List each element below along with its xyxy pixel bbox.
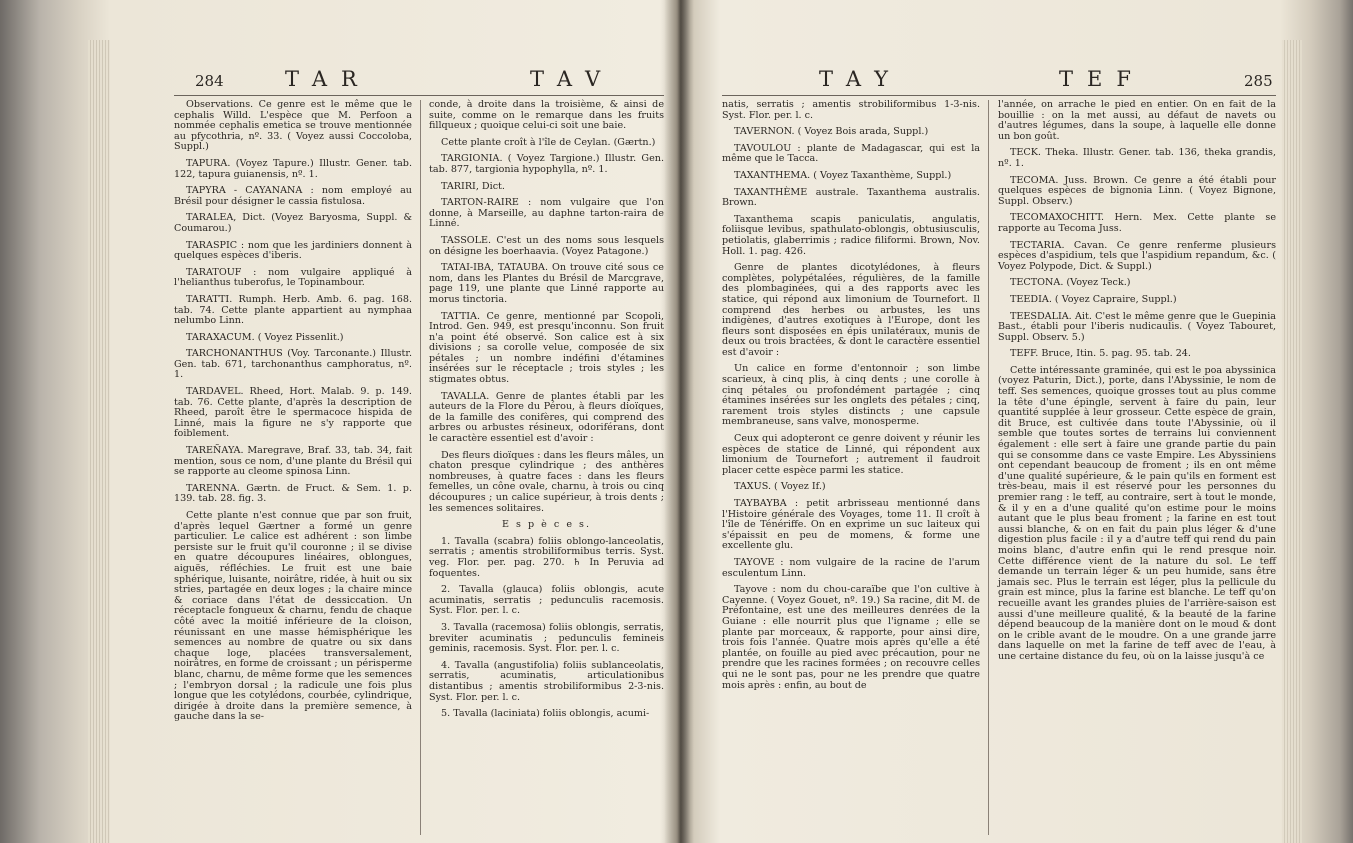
entry-paragraph: TATAI-IBA, TATAUBA. On trouve cité sous ce nom, dans les Plantes du Brésil de Marcgrave, page 119, une plante que Linné rapporte au morus tinctoria. — [429, 262, 664, 305]
left-page-column-2 — [429, 100, 664, 726]
entry-paragraph: TARASPIC : nom que les jardiniers donnent à quelques espèces d'iberis. — [174, 239, 412, 262]
entry-paragraph: 5. Tavalla (laciniata) foliis oblongis, acumi- — [441, 708, 650, 720]
entry-paragraph: Tayove : nom du chou-caraïbe que l'on cultive à Cayenne. ( Voyez Gouet, nº. 19.) Sa racine, dit M. de Préfontaine, est une des meilleures denrées de la Guiane : elle nourrit plus que l'igname ; elle se plante par morceaux, & rapporte, pour ainsi dire, trois fois l'année. Quatre mois après qu'elle a été plantée, on fouille au pied avec précaution, pour ne prendre que les racines formées ; on recouvre celles qui ne le sont pas, pour ne les prendre que quatre mois après : enfin, au bout de — [722, 584, 980, 691]
entry-paragraph: TAREÑAYA. Maregrave, Braf. 33, tab. 34, fait mention, sous ce nom, d'une plante du Brésil qui se rapporte au cleome spinosa Linn. — [174, 445, 412, 478]
entry-paragraph: Des fleurs dioïques : dans les fleurs mâles, un chaton presque cylindrique ; des anthères nombreuses, à quatre faces : dans les fleurs femelles, un cône ovale, charnu, à trois ou cinq découpures ; un calice supérieur, à trois dents ; les semences solitaires. — [429, 449, 664, 514]
entry-paragraph: TAXANTHÈME australe. Taxanthema australis. Brown. — [722, 186, 980, 209]
entry-paragraph: TARALEA, Dict. (Voyez Baryosma, Suppl. & Coumarou.) — [174, 212, 412, 234]
entry-paragraph: Taxanthema scapis paniculatis, angulatis, foliisque levibus, spathulato-oblongis, obtusiusculis, petiolatis, glaberrimis ; radice filiformi. Brown, Nov. Holl. 1. pag. 426. — [722, 213, 980, 257]
entry-paragraph: TARCHONANTHUS (Voy. Tarconante.) Illustr. Gen. tab. 671, tarchonanthus camphoratus, nº. 1. — [174, 348, 412, 381]
entry-paragraph: TAPYRA - CAYANANA : nom employé au Brésil pour désigner le cassia fistulosa. — [174, 185, 412, 207]
entry-paragraph: 1. Tavalla (scabra) foliis oblongo-lanceolatis, serratis ; amentis strobiliformibus terris. Syst. veg. Flor. per. pag. 270. ♄ In Peruvia ad foquentes. — [429, 535, 664, 579]
entry-paragraph: TARGIONIA. ( Voyez Targione.) Illustr. Gen. tab. 877, targionia hypophylla, nº. 1. — [429, 153, 664, 175]
entry-paragraph: E s p è c e s. — [501, 519, 592, 531]
entry-paragraph: TARATTI. Rumph. Herb. Amb. 6. pag. 168. tab. 74. Cette plante appartient au nymphaa nelumbo Linn. — [174, 293, 412, 327]
entry-paragraph: TAVALLA. Genre de plantes établi par les auteurs de la Flore du Pérou, à fleurs dioïques, de la famille des conifères, qui comprend des arbres ou arbustes résineux, odoriférans, dont le caractère essentiel est d'avoir : — [429, 390, 664, 445]
entry-paragraph: Un calice en forme d'entonnoir ; son limbe scarieux, à cinq plis, à cinq dents ; une corolle à cinq pétales ou profondément partagée ; cinq étamines insérées sur les onglets des pétales ; cinq, rarement trois styles distincts ; une capsule membraneuse, sans valve, monosperme. — [722, 363, 980, 428]
left-page — [150, 0, 670, 843]
page-edges-left — [88, 40, 110, 843]
entry-paragraph: TAXANTHEMA. ( Voyez Taxanthème, Suppl.) — [734, 169, 952, 181]
column-divider — [420, 100, 421, 835]
entry-paragraph: TARATOUF : nom vulgaire appliqué à l'helianthus tuberofus, le Topinambour. — [174, 266, 412, 289]
entry-paragraph: Genre de plantes dicotylédones, à fleurs complètes, polypétalées, régulières, de la famille des plombaginées, qui a des rapports avec les statice, qui répond aux limonium de Tournefort. Il comprend des herbes ou arbustes, les uns indigènes, d'autres exotiques à l'Europe, dont les fleurs sont disposées en épis unilatéraux, munis de deux ou trois bractées, & dont le caractère essentiel est d'avoir : — [722, 262, 980, 358]
entry-paragraph: TECTARIA. Cavan. Ce genre renferme plusieurs espèces d'aspidium, tels que l'aspidium repandum, &c. ( Voyez Polypode, Dict. & Suppl.) — [998, 239, 1276, 272]
page-number: 284 — [195, 72, 224, 90]
running-head-left: TAY — [819, 67, 903, 91]
entry-paragraph: TECOMA. Juss. Brown. Ce genre a été établi pour quelques espèces de bignonia Linn. ( Voyez Bignone, Suppl. Observ.) — [998, 174, 1276, 207]
entry-paragraph: TASSOLE. C'est un des noms sous lesquels on désigne les boerhaavia. (Voyez Patagone.) — [429, 234, 664, 257]
entry-paragraph: 2. Tavalla (glauca) foliis oblongis, acute acuminatis, serratis ; pedunculis racemosis. Syst. Flor. per. l. c. — [429, 584, 664, 617]
left-page-header — [150, 64, 670, 94]
entry-paragraph: TECK. Theka. Illustr. Gener. tab. 136, theka grandis, nº. 1. — [998, 147, 1276, 169]
entry-paragraph: TARENNA. Gærtn. de Fruct. & Sem. 1. p. 139. tab. 28. fig. 3. — [174, 482, 412, 505]
entry-paragraph: TARDAVEL. Rheed, Hort. Malab. 9. p. 149. tab. 76. Cette plante, d'après la description de Rheed, paroît être le spermacoce hispida de Linné, mais la figure ne s'y rapporte que foiblement. — [174, 386, 412, 440]
entry-paragraph: TAVOULOU : plante de Madagascar, qui est la même que le Tacca. — [722, 142, 980, 165]
entry-paragraph: 3. Tavalla (racemosa) foliis oblongis, serratis, breviter acuminatis ; pedunculis femineis geminis, racemosis. Syst. Flor. per. l. c. — [429, 621, 664, 655]
left-page-column-1 — [174, 100, 412, 729]
entry-paragraph: TARTON-RAIRE : nom vulgaire que l'on donne, à Marseille, au daphne tarton-raira de Linné. — [429, 197, 664, 230]
header-rule — [174, 95, 664, 96]
right-page-column-2 — [998, 100, 1276, 669]
running-head-right: TAV — [530, 67, 615, 91]
entry-paragraph: l'année, on arrache le pied en entier. On en fait de la bouillie : on la met aussi, au défaut de navets ou d'autres légumes, dans la soupe, à laquelle elle donne un bon goût. — [998, 99, 1276, 142]
right-page-column-1 — [722, 100, 980, 697]
right-page-header — [714, 64, 1284, 94]
entry-paragraph: TATTIA. Ce genre, mentionné par Scopoli, Introd. Gen. 949, est presqu'inconnu. Son fruit n'a point été observé. Son calice est à six divisions ; sa corolle velue, composée de six pétales ; un nombre indéfini d'étamines insérées sur le réceptacle ; trois styles ; les stigmates obtus. — [429, 310, 664, 386]
page-number: 285 — [1244, 72, 1273, 90]
running-head-left: TAR — [285, 67, 371, 91]
column-divider — [988, 100, 989, 835]
entry-paragraph: TAXUS. ( Voyez If.) — [734, 481, 826, 493]
entry-paragraph: TEFF. Bruce, Itin. 5. pag. 95. tab. 24. — [1010, 348, 1191, 360]
entry-paragraph: TECTONA. (Voyez Teck.) — [1010, 277, 1131, 289]
entry-paragraph: conde, à droite dans la troisième, & ainsi de suite, comme on le remarque dans les fruits fillqueux ; quoique celui-ci soit une baie. — [429, 99, 664, 132]
entry-paragraph: TAYOVE : nom vulgaire de la racine de l'arum esculentum Linn. — [722, 556, 980, 579]
entry-paragraph: 4. Tavalla (angustifolia) foliis sublanceolatis, serratis, acuminatis, articulationibus distantibus ; amentis strobiliformibus 2-3-nis. Syst. Flor. per. l. c. — [429, 659, 664, 703]
entry-paragraph: Ceux qui adopteront ce genre doivent y réunir les espèces de statice de Linné, qui répondent aux limonium de Tournefort ; autrement il faudroit placer cette espèce parmi les statice. — [722, 433, 980, 476]
entry-paragraph: TARIRI, Dict. — [441, 180, 505, 192]
entry-paragraph: Cette intéressante graminée, qui est le poa abyssinica (voyez Paturin, Dict.), porte, dans l'Abyssinie, le nom de teff. Ses semences, quoique grosses tout au plus comme la tête d'une épingle, servent à faire du pain, leur quantité supplée à leur grosseur. Cette espèce de grain, dit Bruce, est cultivée dans toute l'Abyssinie, où il semble que toutes sortes de terrains lui conviennent également : elle sert à faire une grande partie du pain qui se consomme dans ce vaste Empire. Les Abyssiniens ont cependant beaucoup de froment ; ils en ont même d'une qualité supérieure, & le pain qu'ils en forment est très-beau, mais il est réservé pour les personnes du premier rang : le teff, au contraire, sert à tout le monde, & il y en a d'une qualité qu'on estime pour le moins autant que le plus beau froment ; la farine en est tout aussi blanche, & on en fait du pain plus léger & d'une digestion plus facile : il y a d'autre teff qui rend du pain moins blanc, d'autre enfin qui le rend presque noir. Cette différence vient de la nature du sol. Le teff demande un terrain léger & un peu humide, sans être jamais sec. Plus le terrain est léger, plus la pellicule du grain est mince, plus la farine est blanche. Le teff qu'on recueille avant les grandes pluies de l'arrière-saison est aussi d'une meilleure qualité, & la beauté de la farine dépend beaucoup de la manière dont on le moud & dont on le crible avant de le moudre. On a une grande jarre dans laquelle on met la farine de teff avec de l'eau, à une certaine distance du feu, où on la laisse jusqu'à ce — [998, 364, 1276, 662]
entry-paragraph: Cette plante n'est connue que par son fruit, d'après lequel Gærtner a formé un genre particulier. Le calice est adhérent : son limbe persiste sur le fruit qu'il couronne ; il se divise en quatre découpures linéaires, oblongues, aiguës, réfléchies. Le fruit est une baie sphérique, luisante, noirâtre, ridée, à huit ou six stries, partagée en deux loges ; la chaire mince & coriace dans l'état de dessiccation. Un réceptacle fongueux & charnu, fendu de chaque côté avec la moitié inférieure de la cloison, réunissant en une masse hémisphérique les semences au nombre de quatre ou six dans chaque loge, placées transversalement, noirâtres, en forme de croissant ; un périsperme blanc, charnu, de même forme que les semences ; l'embryon dorsal ; la radicule une fois plus longue que les cotylédons, courbée, cylindrique, dirigée à droite dans la première semence, à gauche dans la se- — [174, 510, 412, 723]
entry-paragraph: TEEDIA. ( Voyez Capraire, Suppl.) — [1010, 293, 1177, 305]
entry-paragraph: Cette plante croît à l'île de Ceylan. (Gærtn.) — [441, 136, 656, 148]
entry-paragraph: TECOMAXOCHITT. Hern. Mex. Cette plante se rapporte au Tecoma Juss. — [998, 212, 1276, 234]
entry-paragraph: TAYBAYBA : petit arbrisseau mentionné dans l'Histoire générale des Voyages, tome 11. Il croît à l'île de Ténériffe. On en exprime un suc laiteux qui s'épaissit en peu de momens, & forme une excellente glu. — [722, 498, 980, 552]
entry-paragraph: TARAXACUM. ( Voyez Pissenlit.) — [186, 331, 344, 343]
right-page — [714, 0, 1284, 843]
entry-paragraph: natis, serratis ; amentis strobiliformibus 1-3-nis. Syst. Flor. per. l. c. — [722, 99, 980, 121]
entry-paragraph: TAPURA. (Voyez Tapure.) Illustr. Gener. tab. 122, tapura guianensis, nº. 1. — [174, 157, 412, 180]
header-rule — [722, 95, 1276, 96]
page-edges-right — [1282, 40, 1302, 843]
running-head-right: TEF — [1059, 67, 1145, 91]
entry-paragraph: TAVERNON. ( Voyez Bois arada, Suppl.) — [734, 126, 929, 138]
entry-paragraph: Observations. Ce genre est le même que le cephalis Willd. L'espèce que M. Perfoon a nommée cephalis emetica se trouve mentionnée au pfycothria, nº. 33. ( Voyez aussi Coccoloba, Suppl.) — [174, 99, 412, 153]
entry-paragraph: TEESDALIA. Ait. C'est le même genre que le Guepinia Bast., établi pour l'iberis nudicaulis. ( Voyez Tabouret, Suppl. Observ. 5.) — [998, 310, 1276, 343]
